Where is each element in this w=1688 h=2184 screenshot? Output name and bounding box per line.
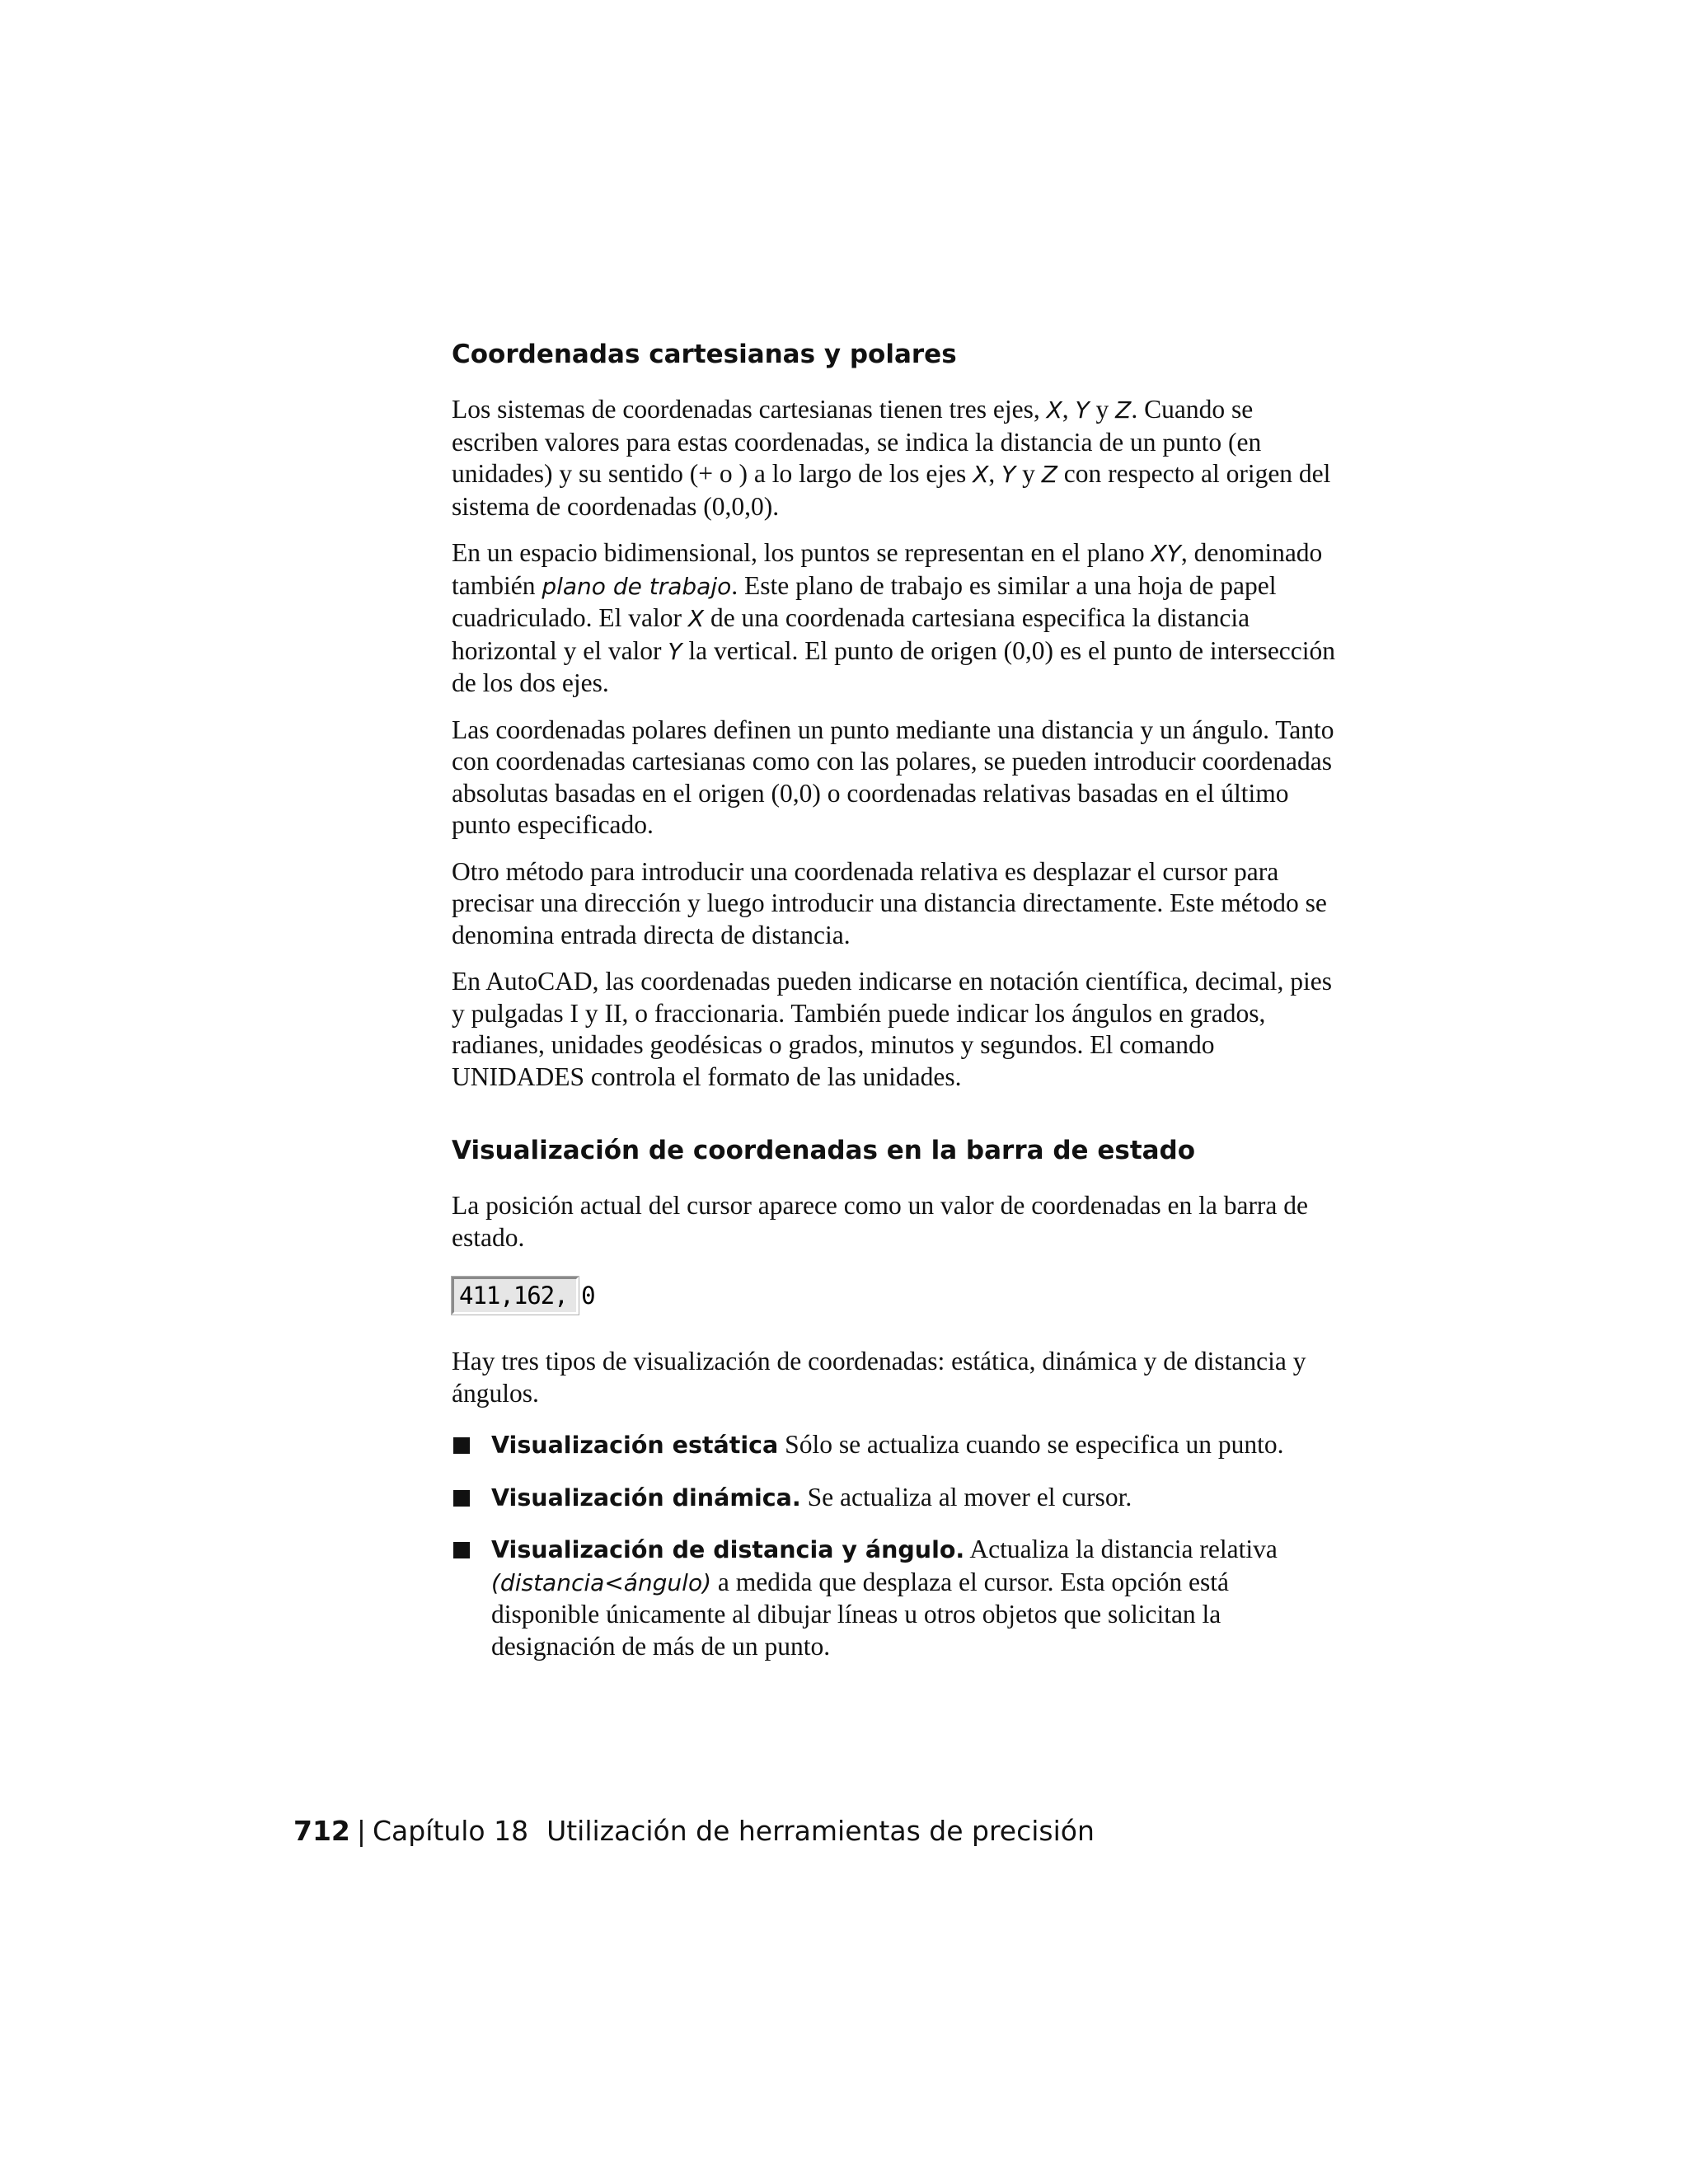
text-run: Los sistemas de coordenadas cartesianas tienen tres ejes, — [452, 395, 1047, 424]
axis-label-y: Y — [1075, 396, 1090, 424]
text-run: de una coordenada cartesiana especifica la distancia horizontal y el valor — [452, 603, 1250, 665]
axis-label-x: X — [973, 461, 989, 488]
chapter-number: Capítulo 18 — [373, 1815, 529, 1847]
page-number: 712 — [293, 1815, 350, 1847]
axis-label-x: X — [687, 605, 705, 632]
paragraph-autocad-units: En AutoCAD, las coordenadas pueden indicarse en notación científica, decimal, pies y pulgadas I y II, o fraccionaria. También puede indicar los ángulos en grados, radianes, unidades geodésicas o grados, minutos y segundos. El comando UNIDADES controla el formato de las unidades. — [452, 967, 1333, 1091]
list-item-dynamic-display — [452, 1482, 1342, 1515]
text-run: , — [1062, 395, 1076, 424]
footer-separator: | — [356, 1815, 367, 1847]
text-run: , denominado también — [452, 538, 1323, 600]
list-item-text: a medida que desplaza el cursor. Esta opción está disponible únicamente al dibujar líneas u otros objetos que solicitan la designación de más de un punto. — [491, 1567, 1230, 1661]
section-heading-cartesian-polar: Coordenadas cartesianas y polares — [452, 340, 957, 369]
text-run: En un espacio bidimensional, los puntos se representan en el plano — [452, 538, 1151, 567]
list-item-distance-angle-display — [452, 1534, 1342, 1662]
paragraph-cartesian-axes — [452, 394, 1342, 523]
status-bar-coordinates-field: 411,162, 0 — [452, 1277, 579, 1315]
list-item-term: Visualización dinámica. — [491, 1483, 801, 1511]
paragraph-display-types: Hay tres tipos de visualización de coordenadas: estática, dinámica y de distancia y ángulos. — [452, 1347, 1306, 1408]
axis-label-z: Z — [1115, 396, 1132, 424]
text-run: . Cuando se escriben valores para estas coordenadas, se indica la distancia de un punto (en unidades) y su sentido (+ o ) a lo largo de los ejes — [452, 395, 1262, 488]
text-run: y — [1015, 459, 1042, 488]
text-run: . Este plano de trabajo es similar a una hoja de papel cuadriculado. El valor — [452, 570, 1277, 632]
list-item-static-display — [452, 1429, 1342, 1462]
chapter-title: Utilización de herramientas de precisión — [546, 1815, 1095, 1847]
text-run: con respecto al origen del sistema de coordenadas (0,0,0). — [452, 459, 1331, 521]
list-item-term: Visualización estática — [491, 1432, 779, 1459]
list-item-text: Actualiza la distancia relativa — [964, 1535, 1278, 1563]
page-footer — [293, 1813, 1095, 1849]
paragraph-2d-space — [452, 537, 1342, 700]
plane-label-xy: XY — [1151, 540, 1181, 567]
bullet-square-icon — [453, 1542, 470, 1558]
text-run: , — [988, 459, 1002, 488]
list-item-text: Sólo se actualiza cuando se especifica un punto. — [778, 1430, 1284, 1459]
list-item-term: Visualización de distancia y ángulo. — [491, 1536, 965, 1563]
axis-label-y: Y — [1001, 461, 1016, 488]
term-plano-de-trabajo: plano de trabajo — [542, 572, 732, 600]
bullet-square-icon — [453, 1437, 470, 1454]
axis-label-y: Y — [668, 637, 682, 665]
list-item-text: Se actualiza al mover el cursor. — [800, 1482, 1132, 1511]
axis-label-x: X — [1046, 396, 1062, 424]
section-heading-status-bar: Visualización de coordenadas en la barra de estado — [452, 1136, 1196, 1165]
list-item-italic: (distancia<ángulo) — [491, 1568, 711, 1596]
paragraph-polar-coordinates: Las coordenadas polares definen un punto mediante una distancia y un ángulo. Tanto con coordenadas cartesianas como con las polares, se pueden introducir coordenadas absolutas basadas en el origen (0,0) o coordenadas relativas basadas en el último punto especificado. — [452, 715, 1334, 839]
text-run: y — [1089, 395, 1116, 424]
bullet-square-icon — [453, 1490, 470, 1507]
display-types-list — [452, 1429, 1342, 1662]
paragraph-cursor-position: La posición actual del cursor aparece como un valor de coordenadas en la barra de estado. — [452, 1191, 1309, 1252]
page-content — [452, 338, 1342, 1682]
text-run: la vertical. El punto de origen (0,0) es el punto de intersección de los dos ejes. — [452, 635, 1336, 697]
axis-label-z: Z — [1041, 461, 1057, 488]
paragraph-relative-coordinate: Otro método para introducir una coordenada relativa es desplazar el cursor para precisar una dirección y luego introducir una distancia directamente. Este método se denomina entrada directa de distancia. — [452, 856, 1327, 949]
